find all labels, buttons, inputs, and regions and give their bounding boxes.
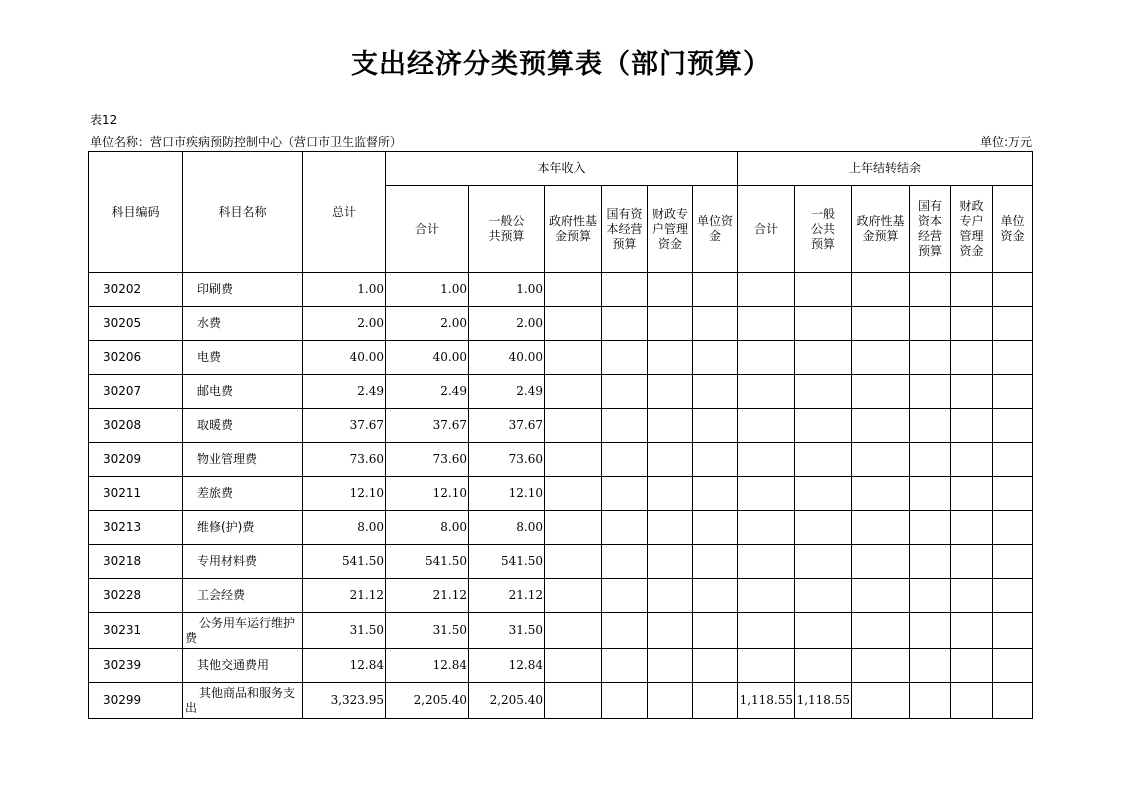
row-cell xyxy=(693,545,738,579)
row-total: 21.12 xyxy=(303,579,386,613)
row-cell xyxy=(951,579,993,613)
header-prev-fund: 政府性基金预算 xyxy=(852,186,910,273)
header-cur-state-capital: 国有资本经营预算 xyxy=(602,186,648,273)
row-cell xyxy=(693,375,738,409)
table-row xyxy=(89,649,1033,683)
row-cell xyxy=(910,613,951,649)
row-prev-total xyxy=(738,477,795,511)
row-cell xyxy=(993,307,1033,341)
row-total: 40.00 xyxy=(303,341,386,375)
row-code: 30239 xyxy=(89,649,183,683)
row-cur-general: 2,205.40 xyxy=(469,683,545,719)
row-prev-general xyxy=(795,409,852,443)
page-title: 支出经济分类预算表（部门预算） xyxy=(351,49,771,80)
header-code: 科目编码 xyxy=(89,152,183,273)
row-code: 30207 xyxy=(89,375,183,409)
header-prev-unit-funds: 单位资金 xyxy=(993,186,1033,273)
row-cell xyxy=(852,375,910,409)
table-row xyxy=(89,307,1033,341)
header-name: 科目名称 xyxy=(183,152,303,273)
row-cell xyxy=(602,307,648,341)
row-cell xyxy=(951,341,993,375)
row-cell xyxy=(993,273,1033,307)
row-name: 取暖费 xyxy=(183,409,303,443)
row-cur-general: 2.49 xyxy=(469,375,545,409)
row-cell xyxy=(693,409,738,443)
row-cell xyxy=(993,341,1033,375)
row-name: 其他交通费用 xyxy=(183,649,303,683)
row-cell xyxy=(693,273,738,307)
row-prev-general xyxy=(795,273,852,307)
table-row xyxy=(89,545,1033,579)
row-cell xyxy=(852,683,910,719)
row-cur-total: 2.49 xyxy=(386,375,469,409)
row-code: 30228 xyxy=(89,579,183,613)
row-cell xyxy=(648,375,693,409)
row-name: 印刷费 xyxy=(183,273,303,307)
header-carryover: 上年结转结余 xyxy=(738,152,1033,186)
row-cell xyxy=(951,375,993,409)
header-cur-special-account: 财政专户管理资金 xyxy=(648,186,693,273)
row-cell xyxy=(545,307,602,341)
row-cell xyxy=(648,545,693,579)
row-prev-total xyxy=(738,579,795,613)
row-prev-general xyxy=(795,341,852,375)
row-prev-general xyxy=(795,511,852,545)
row-code: 30202 xyxy=(89,273,183,307)
row-cell xyxy=(910,579,951,613)
header-cur-total: 合计 xyxy=(386,186,469,273)
row-cell xyxy=(910,511,951,545)
row-cell xyxy=(852,477,910,511)
row-cell xyxy=(852,545,910,579)
row-cell xyxy=(602,375,648,409)
row-total: 31.50 xyxy=(303,613,386,649)
row-cell xyxy=(852,409,910,443)
row-cell xyxy=(993,375,1033,409)
row-cell xyxy=(993,545,1033,579)
row-cur-general: 12.84 xyxy=(469,649,545,683)
row-cell xyxy=(693,649,738,683)
row-total: 12.10 xyxy=(303,477,386,511)
row-cell xyxy=(648,409,693,443)
row-cur-general: 1.00 xyxy=(469,273,545,307)
row-cell xyxy=(545,375,602,409)
row-cell xyxy=(693,443,738,477)
row-prev-general xyxy=(795,579,852,613)
row-cell xyxy=(993,649,1033,683)
row-cur-total: 1.00 xyxy=(386,273,469,307)
row-cur-general: 31.50 xyxy=(469,613,545,649)
table-row xyxy=(89,579,1033,613)
row-prev-general xyxy=(795,545,852,579)
table-number: 表12 xyxy=(90,113,118,127)
row-cell xyxy=(693,307,738,341)
row-cell xyxy=(951,683,993,719)
row-prev-total xyxy=(738,545,795,579)
row-cell xyxy=(648,649,693,683)
row-cell xyxy=(545,649,602,683)
row-cell xyxy=(852,307,910,341)
unit-name: 单位名称：营口市疾病预防控制中心（营口市卫生监督所） xyxy=(90,135,403,149)
row-total: 2.00 xyxy=(303,307,386,341)
row-total: 2.49 xyxy=(303,375,386,409)
row-cell xyxy=(545,409,602,443)
row-prev-total: 1,118.55 xyxy=(738,683,795,719)
row-cell xyxy=(951,443,993,477)
row-cell xyxy=(648,613,693,649)
row-cell xyxy=(951,613,993,649)
row-prev-general: 1,118.55 xyxy=(795,683,852,719)
row-cell xyxy=(648,273,693,307)
row-prev-total xyxy=(738,649,795,683)
row-cell xyxy=(993,477,1033,511)
row-total: 541.50 xyxy=(303,545,386,579)
row-cur-general: 21.12 xyxy=(469,579,545,613)
row-cur-total: 12.84 xyxy=(386,649,469,683)
row-cell xyxy=(693,683,738,719)
row-cell xyxy=(545,579,602,613)
row-cur-general: 73.60 xyxy=(469,443,545,477)
row-cur-general: 541.50 xyxy=(469,545,545,579)
row-name: 邮电费 xyxy=(183,375,303,409)
header-prev-general: 一般公共预算 xyxy=(795,186,852,273)
row-cell xyxy=(910,443,951,477)
header-prev-state-capital: 国有资本经营预算 xyxy=(910,186,951,273)
row-cell xyxy=(993,579,1033,613)
row-prev-total xyxy=(738,511,795,545)
row-cell xyxy=(910,545,951,579)
row-cell xyxy=(602,511,648,545)
row-cell xyxy=(648,477,693,511)
row-total: 37.67 xyxy=(303,409,386,443)
row-cell xyxy=(910,477,951,511)
row-name: 差旅费 xyxy=(183,477,303,511)
row-prev-total xyxy=(738,341,795,375)
row-cell xyxy=(648,683,693,719)
row-cell xyxy=(993,409,1033,443)
row-code: 30205 xyxy=(89,307,183,341)
table-row xyxy=(89,409,1033,443)
row-cell xyxy=(648,307,693,341)
row-cell xyxy=(545,341,602,375)
row-cell xyxy=(545,477,602,511)
header-cur-general: 一般公共预算 xyxy=(469,186,545,273)
row-total: 1.00 xyxy=(303,273,386,307)
row-cell xyxy=(693,579,738,613)
header-prev-total: 合计 xyxy=(738,186,795,273)
row-cell xyxy=(951,477,993,511)
row-total: 73.60 xyxy=(303,443,386,477)
row-cell xyxy=(993,613,1033,649)
row-cell xyxy=(648,579,693,613)
table-row xyxy=(89,443,1033,477)
header-prev-special-account: 财政专户管理资金 xyxy=(951,186,993,273)
row-name: 专用材料费 xyxy=(183,545,303,579)
row-code: 30218 xyxy=(89,545,183,579)
row-cur-total: 73.60 xyxy=(386,443,469,477)
row-name: 电费 xyxy=(183,341,303,375)
row-cell xyxy=(951,649,993,683)
row-cur-total: 31.50 xyxy=(386,613,469,649)
row-cell xyxy=(545,613,602,649)
row-cell xyxy=(545,273,602,307)
row-total: 8.00 xyxy=(303,511,386,545)
row-cell xyxy=(648,443,693,477)
row-cur-general: 37.67 xyxy=(469,409,545,443)
row-name: 公务用车运行维护费 xyxy=(183,613,303,649)
row-cell xyxy=(910,683,951,719)
row-cell xyxy=(910,341,951,375)
row-prev-general xyxy=(795,443,852,477)
row-cell xyxy=(993,511,1033,545)
row-cur-total: 37.67 xyxy=(386,409,469,443)
row-prev-total xyxy=(738,307,795,341)
row-cur-total: 40.00 xyxy=(386,341,469,375)
row-code: 30206 xyxy=(89,341,183,375)
row-cell xyxy=(852,649,910,683)
row-prev-total xyxy=(738,613,795,649)
row-cell xyxy=(993,443,1033,477)
row-cell xyxy=(951,409,993,443)
row-prev-total xyxy=(738,409,795,443)
header-cur-fund: 政府性基金预算 xyxy=(545,186,602,273)
row-cur-general: 8.00 xyxy=(469,511,545,545)
row-cell xyxy=(545,511,602,545)
table-row xyxy=(89,683,1033,719)
row-cell xyxy=(602,409,648,443)
table-row xyxy=(89,613,1033,649)
row-cell xyxy=(602,613,648,649)
row-total: 12.84 xyxy=(303,649,386,683)
row-cell xyxy=(602,341,648,375)
row-prev-general xyxy=(795,613,852,649)
row-cur-total: 2,205.40 xyxy=(386,683,469,719)
row-cur-general: 12.10 xyxy=(469,477,545,511)
row-cell xyxy=(852,613,910,649)
row-cell xyxy=(852,443,910,477)
row-code: 30231 xyxy=(89,613,183,649)
row-cell xyxy=(545,443,602,477)
row-code: 30213 xyxy=(89,511,183,545)
row-cell xyxy=(693,511,738,545)
row-prev-general xyxy=(795,307,852,341)
row-cell xyxy=(545,683,602,719)
row-code: 30209 xyxy=(89,443,183,477)
row-total: 3,323.95 xyxy=(303,683,386,719)
row-code: 30299 xyxy=(89,683,183,719)
table-row xyxy=(89,375,1033,409)
row-cur-total: 12.10 xyxy=(386,477,469,511)
row-cell xyxy=(852,273,910,307)
table-row xyxy=(89,511,1033,545)
row-cell xyxy=(693,477,738,511)
header-total: 总计 xyxy=(303,152,386,273)
row-cell xyxy=(910,273,951,307)
row-code: 30211 xyxy=(89,477,183,511)
row-name: 工会经费 xyxy=(183,579,303,613)
row-cell xyxy=(693,341,738,375)
row-cur-total: 21.12 xyxy=(386,579,469,613)
row-cell xyxy=(951,545,993,579)
budget-table xyxy=(88,151,1033,719)
row-name: 物业管理费 xyxy=(183,443,303,477)
row-prev-general xyxy=(795,477,852,511)
row-cell xyxy=(951,273,993,307)
row-cell xyxy=(602,579,648,613)
row-cell xyxy=(602,649,648,683)
row-cell xyxy=(852,579,910,613)
row-cell xyxy=(910,409,951,443)
row-cell xyxy=(602,545,648,579)
row-prev-general xyxy=(795,375,852,409)
table-row xyxy=(89,273,1033,307)
row-prev-total xyxy=(738,443,795,477)
row-cur-general: 40.00 xyxy=(469,341,545,375)
row-name: 其他商品和服务支出 xyxy=(183,683,303,719)
currency-unit: 单位:万元 xyxy=(979,135,1032,149)
row-cur-general: 2.00 xyxy=(469,307,545,341)
header-current-year: 本年收入 xyxy=(386,152,738,186)
row-prev-general xyxy=(795,649,852,683)
row-cell xyxy=(852,341,910,375)
row-cell xyxy=(693,613,738,649)
row-cur-total: 2.00 xyxy=(386,307,469,341)
row-cell xyxy=(951,511,993,545)
row-cell xyxy=(993,683,1033,719)
row-cell xyxy=(951,307,993,341)
row-cell xyxy=(910,375,951,409)
row-prev-total xyxy=(738,273,795,307)
row-cell xyxy=(910,307,951,341)
row-name: 水费 xyxy=(183,307,303,341)
row-cell xyxy=(910,649,951,683)
row-cell xyxy=(648,341,693,375)
row-prev-total xyxy=(738,375,795,409)
row-cell xyxy=(602,273,648,307)
table-row xyxy=(89,341,1033,375)
row-cell xyxy=(602,477,648,511)
row-cell xyxy=(602,683,648,719)
header-cur-unit-funds: 单位资金 xyxy=(693,186,738,273)
row-cell xyxy=(545,545,602,579)
row-code: 30208 xyxy=(89,409,183,443)
row-cur-total: 8.00 xyxy=(386,511,469,545)
row-cell xyxy=(852,511,910,545)
row-cur-total: 541.50 xyxy=(386,545,469,579)
table-row xyxy=(89,477,1033,511)
row-cell xyxy=(602,443,648,477)
row-name: 维修(护)费 xyxy=(183,511,303,545)
row-cell xyxy=(648,511,693,545)
